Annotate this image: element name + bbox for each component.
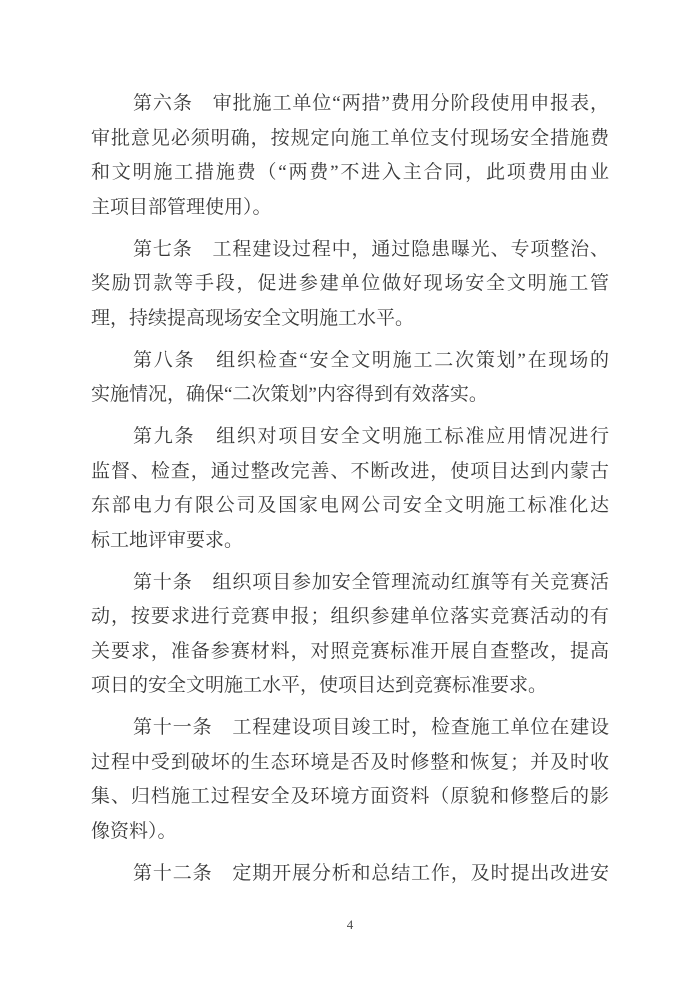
text-line: 标工地评审要求。 [91, 529, 244, 551]
text-line: 奖励罚款等手段，促进参建单位做好现场安全文明施工管 [91, 273, 609, 294]
article-10-paragraph [91, 566, 609, 704]
text-line: 项日的安全文明施工水平，使项目达到竞赛标准要求。 [91, 675, 548, 696]
article-12-paragraph [91, 857, 609, 892]
text-line: 审批意见必须明确，按规定向施工单位支付现场安全措施费 [91, 127, 609, 149]
text-line: 第九条 组织对项目安全文明施工标准应用情况进行 [133, 426, 609, 447]
article-8-paragraph [91, 344, 609, 413]
text-line: 实施情况，确保“二次策划”内容得到有效落实。 [91, 384, 488, 405]
article-9-paragraph [91, 420, 609, 558]
text-line: 第六条 审批施工单位“两措”费用分阶段使用申报表， [133, 93, 609, 114]
text-line: 第十条 组织项目参加安全管理流动红旗等有关竞赛活 [133, 571, 609, 593]
text-line: 动，按要求进行竞赛申报；组织参建单位落实竞赛活动的有 [91, 606, 609, 627]
text-line: 第八条 组织检查“安全文明施工二次策划”在现场的 [133, 349, 609, 371]
text-line: 主项目部管理使用）。 [91, 196, 272, 218]
page-number: 4 [346, 917, 354, 932]
text-line: 和文明施工措施费（“两费”不进入主合同，此项费用由业 [91, 162, 609, 183]
text-line: 监督、检查，通过整改完善、不断改进，使项目达到内蒙古 [91, 460, 609, 482]
article-7-paragraph [91, 233, 609, 337]
text-line: 第七条 工程建设过程中，通过隐患曝光、专项整治、 [133, 238, 609, 260]
text-line: 集、归档施工过程安全及环境方面资料（原貌和修整后的影 [91, 786, 609, 807]
article-11-paragraph [91, 711, 609, 849]
text-line: 过程中受到破坏的生态环境是否及时修整和恢复；并及时收 [91, 751, 609, 773]
text-line: 关要求，准备参赛材料，对照竞赛标准开展自查整改，提高 [91, 640, 609, 662]
article-6-paragraph [91, 87, 609, 225]
text-line: 像资料）。 [91, 820, 177, 842]
text-line: 第十二条 定期开展分析和总结工作，及时提出改进安 [133, 862, 609, 884]
text-line: 第十一条 工程建设项目竣工时，检查施工单位在建设 [133, 717, 609, 738]
page-footer [0, 916, 700, 934]
document-body [91, 87, 609, 899]
text-line: 理，持续提高现场安全文明施工水平。 [91, 307, 415, 329]
text-line: 东部电力有限公司及国家电网公司安全文明施工标准化达 [91, 495, 609, 516]
